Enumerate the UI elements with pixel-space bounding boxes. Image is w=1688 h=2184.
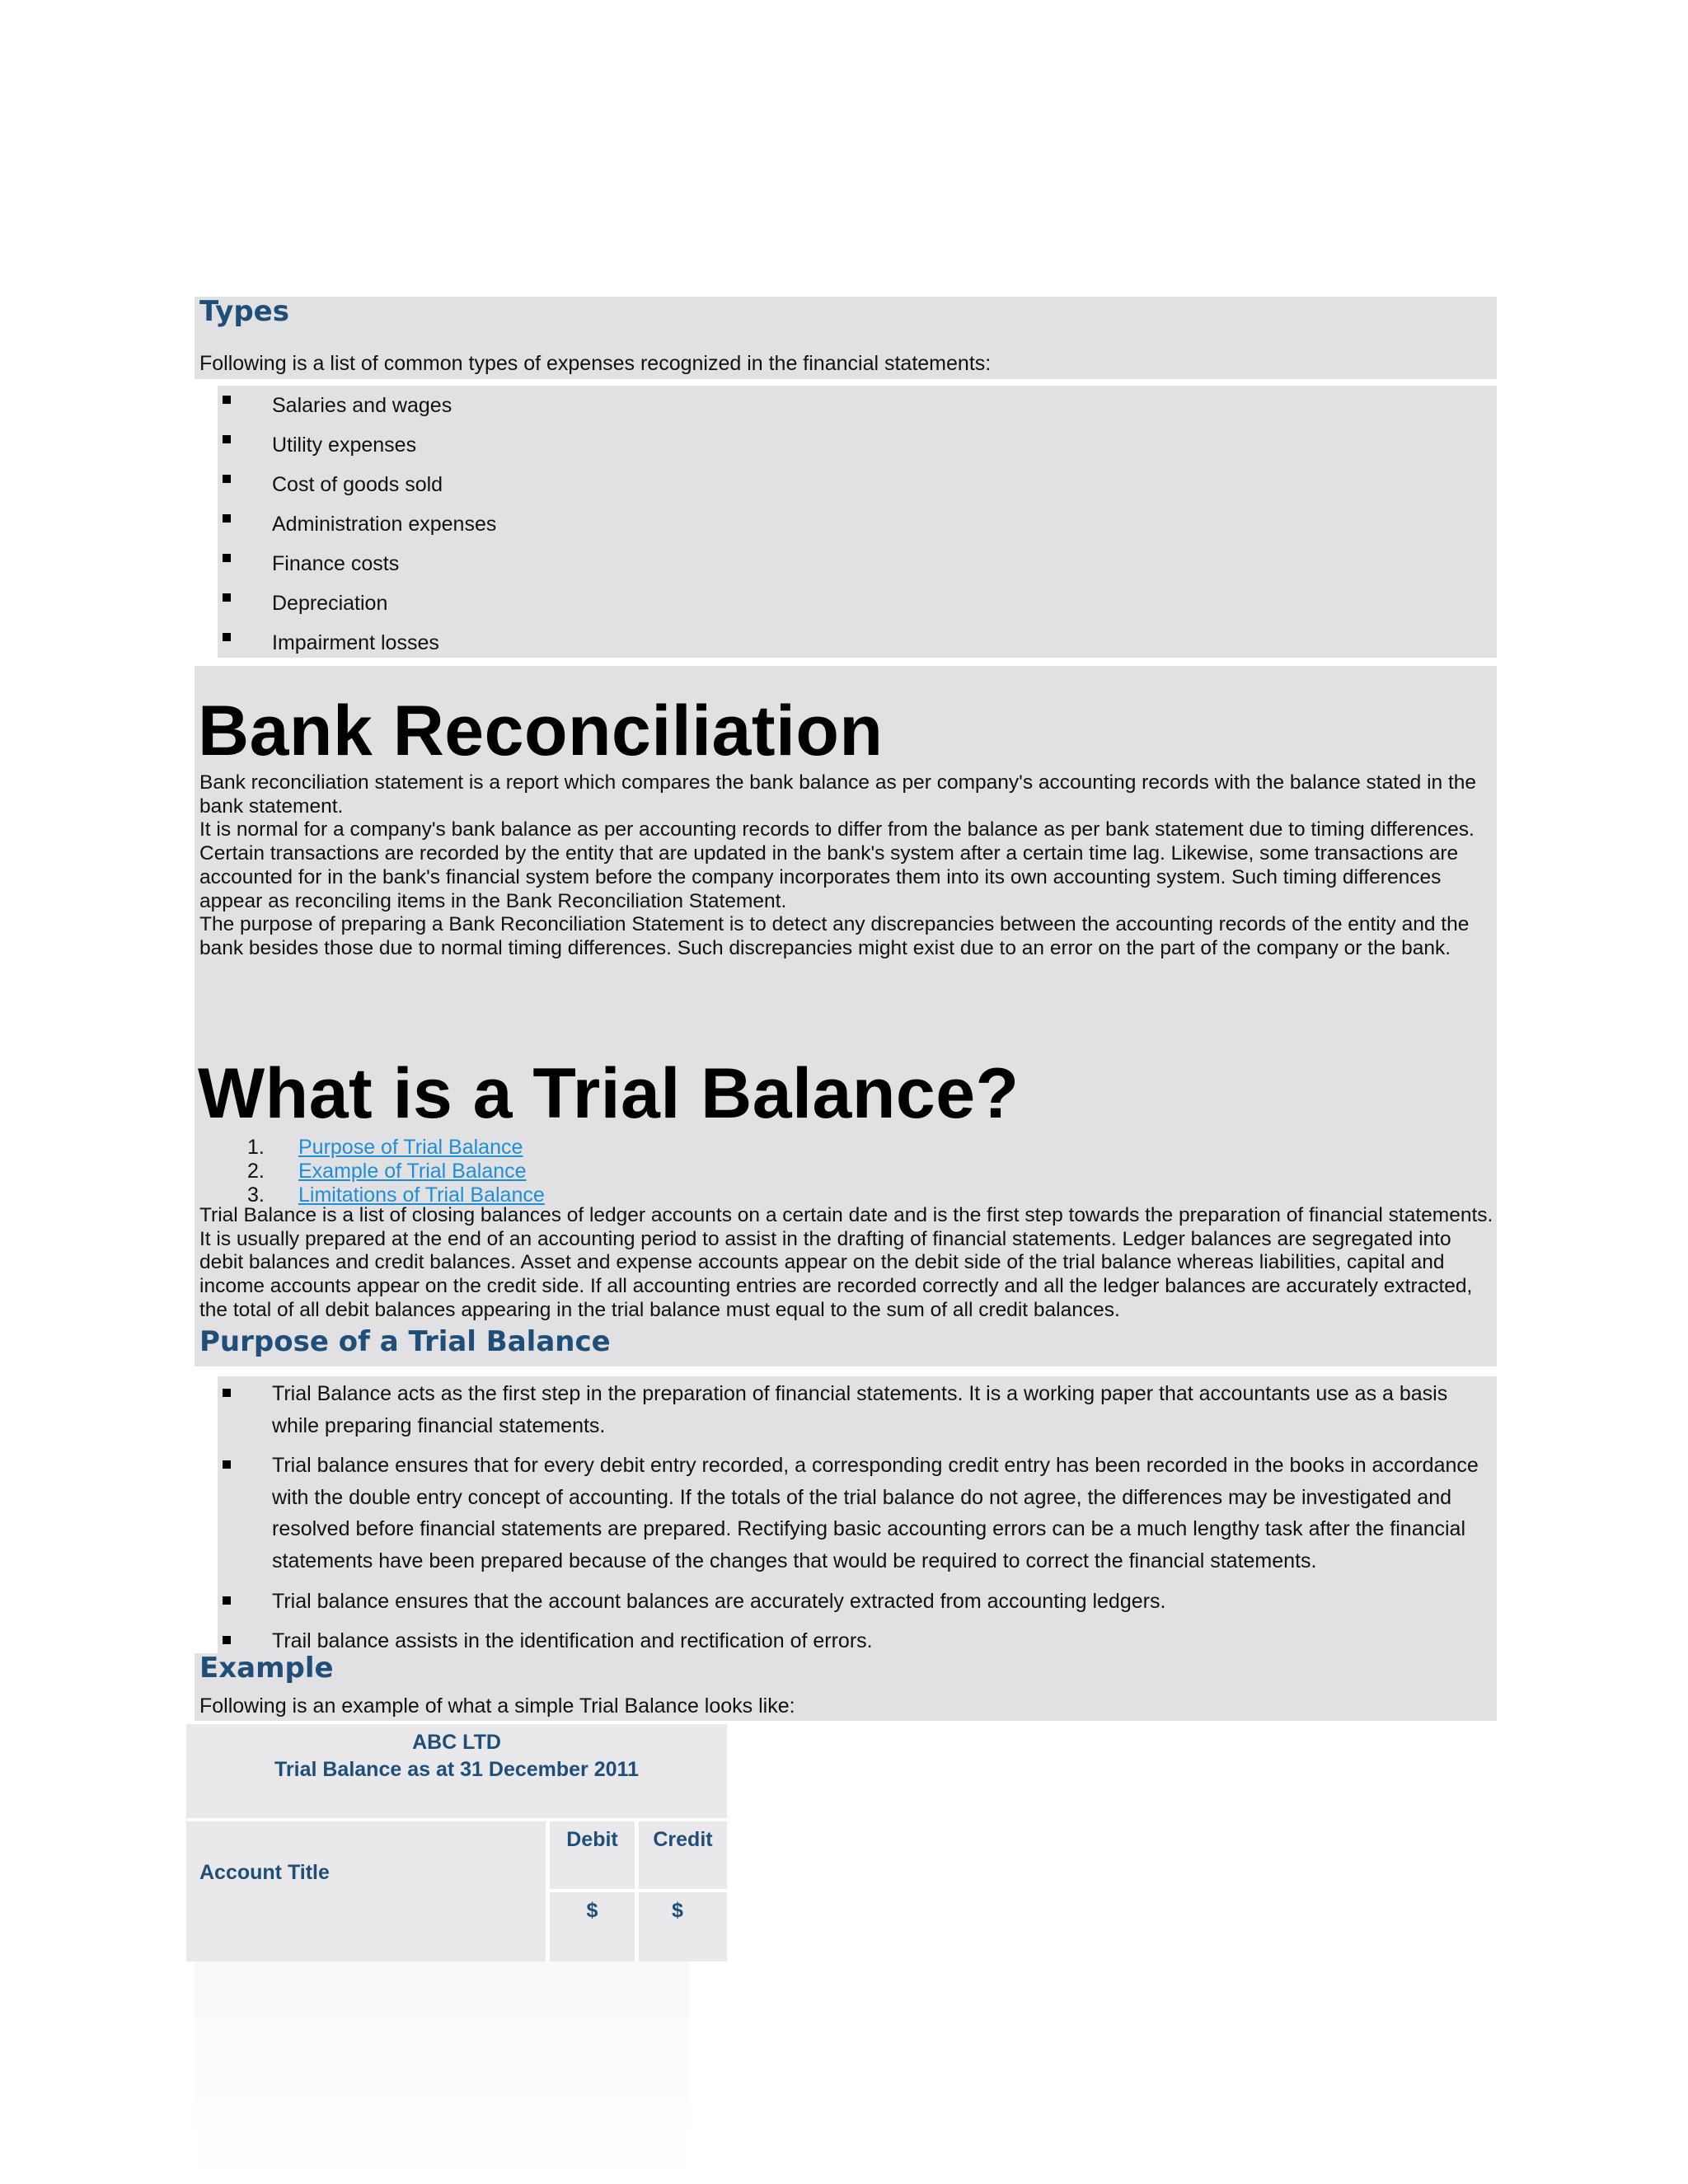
list-item: Utility expenses — [221, 425, 1494, 465]
page-bottom-shade — [195, 1961, 689, 2184]
bullet-square-icon — [223, 1389, 231, 1397]
types-list — [221, 386, 1494, 663]
list-item: Salaries and wages — [221, 386, 1494, 425]
table-debit-header: Debit — [566, 1828, 618, 1851]
trial-toc — [247, 1136, 545, 1207]
trial-balance-table — [186, 1724, 727, 1961]
table-company: ABC LTD — [412, 1731, 501, 1754]
bullet-square-icon — [223, 475, 231, 483]
trial-heading: What is a Trial Balance? — [198, 1054, 1020, 1133]
purpose-heading: Purpose of a Trial Balance — [199, 1325, 611, 1358]
toc-item: 2. Example of Trial Balance — [247, 1160, 527, 1183]
table-debit-unit: $ — [586, 1899, 598, 1922]
bullet-square-icon — [223, 593, 231, 602]
types-heading: Types — [199, 295, 289, 328]
bullet-square-icon — [223, 435, 231, 443]
example-intro: Following is an example of what a simple Trial Balance looks like: — [199, 1694, 795, 1718]
table-subtitle: Trial Balance as at 31 December 2011 — [274, 1758, 639, 1781]
list-item: Finance costs — [221, 544, 1494, 583]
table-account-title: Account Title — [199, 1861, 330, 1884]
list-item: Administration expenses — [221, 504, 1494, 544]
list-item: Impairment losses — [221, 623, 1494, 663]
trial-paragraph: Trial Balance is a list of closing balances of ledger accounts on a certain date and is the first step towards the preparation of financial statements. It is usually prepared at the end of an accounting period to assist in the drafting of financial statements. Ledger balances are segregated into debit balances and credit balances. Asset and expense accounts appear on the debit side of the trial balance whereas liabilities, capital and income accounts appear on the credit side. If all accounting entries are recorded correctly and all the ledger balances are accurately extracted, the total of all debit balances appearing in the trial balance must equal to the sum of all credit balances. — [199, 1204, 1493, 1321]
table-divider — [550, 1889, 727, 1892]
list-item: Trail balance assists in the identification and rectification of errors. — [221, 1625, 1494, 1657]
example-heading: Example — [199, 1652, 334, 1685]
bank-paragraph-3: The purpose of preparing a Bank Reconciliation Statement is to detect any discrepancies between the accounting records of the entity and the bank besides those due to normal timing differences. Such discrepancies might exist due to an error on the part of the company or the bank. — [199, 913, 1470, 959]
bullet-square-icon — [223, 554, 231, 562]
toc-item: 3. Limitations of Trial Balance — [247, 1183, 545, 1207]
list-item: Depreciation — [221, 583, 1494, 623]
list-item: Trial Balance acts as the first step in the preparation of financial statements. It is a working paper that accountants use as a basis while preparing financial statements. — [221, 1378, 1494, 1441]
list-item: Cost of goods sold — [221, 465, 1494, 504]
bullet-square-icon — [223, 396, 231, 404]
toc-link-purpose[interactable]: Purpose of Trial Balance — [298, 1136, 523, 1159]
bullet-square-icon — [223, 633, 231, 641]
bullet-square-icon — [223, 514, 231, 523]
table-credit-unit: $ — [672, 1899, 683, 1922]
bank-heading: Bank Reconciliation — [198, 691, 884, 771]
types-intro: Following is a list of common types of expenses recognized in the financial statements: — [199, 352, 992, 375]
bullet-square-icon — [223, 1460, 231, 1469]
toc-link-limitations[interactable]: Limitations of Trial Balance — [298, 1183, 545, 1207]
bullet-square-icon — [223, 1596, 231, 1605]
toc-item: 1. Purpose of Trial Balance — [247, 1136, 523, 1159]
bank-paragraph-1: Bank reconciliation statement is a report which compares the bank balance as per company's accounting records with the balance stated in the bank statement. — [199, 771, 1477, 818]
list-item: Trial balance ensures that for every debit entry recorded, a corresponding credit entry has been recorded in the books in accordance with the double entry concept of accounting. If the totals of the trial balance do not agree, the differences may be investigated and resolved before financial statements are prepared. Rectifying basic accounting errors can be a much lengthy task after the financial statements have been prepared because of the changes that would be required to correct the financial statements. — [221, 1450, 1494, 1577]
bullet-square-icon — [223, 1636, 231, 1644]
bank-paragraph-2: It is normal for a company's bank balance as per accounting records to differ from the balance as per bank statement due to timing differences. Certain transactions are recorded by the entity that are updated in the bank's system after a certain time lag. Likewise, some transactions are accounted for in the bank's financial system before the company incorporates them into its own accounting system. Such timing differences appear as reconciling items in the Bank Reconciliation Statement. — [199, 818, 1475, 912]
list-item: Trial balance ensures that the account balances are accurately extracted from accounting ledgers. — [221, 1586, 1494, 1618]
bank-body — [199, 771, 1493, 961]
purpose-list — [221, 1378, 1494, 1666]
toc-link-example[interactable]: Example of Trial Balance — [298, 1160, 527, 1183]
table-divider — [186, 1818, 727, 1821]
table-credit-header: Credit — [653, 1828, 713, 1851]
